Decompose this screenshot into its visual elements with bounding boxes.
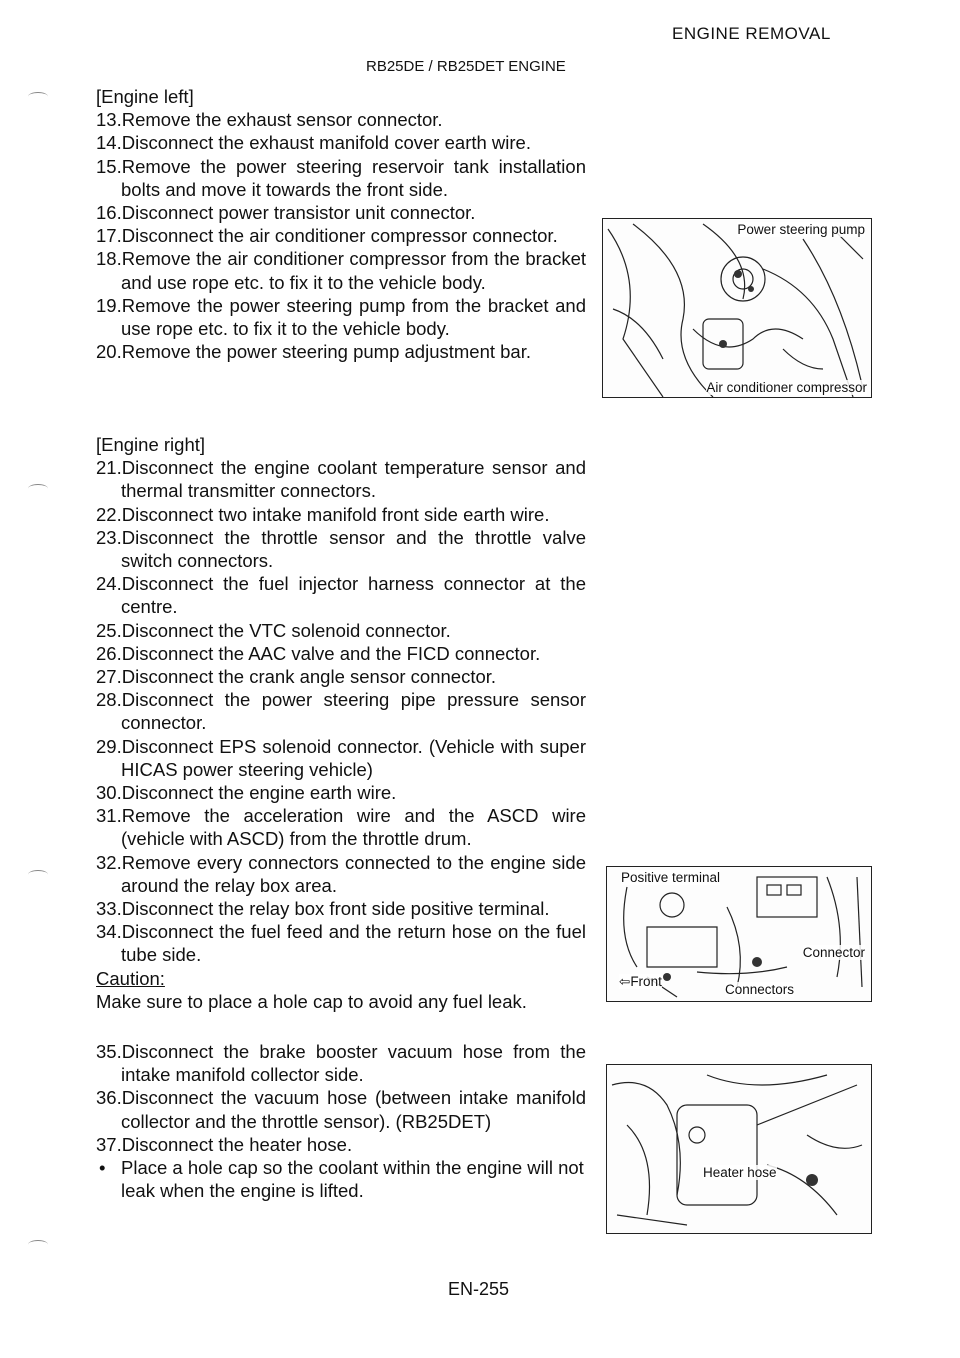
arrow-left-icon: ⇦ — [619, 974, 631, 989]
step-number: 37. — [96, 1133, 122, 1155]
label-power-steering-pump: Power steering pump — [737, 222, 865, 237]
step-number: 13. — [96, 109, 122, 131]
section-heading: [Engine left] — [96, 86, 194, 107]
step-number: 26. — [96, 642, 122, 664]
step-item — [96, 735, 586, 781]
step-text: Disconnect the crank angle sensor connector. — [121, 666, 497, 688]
step-number: 19. — [96, 294, 122, 316]
step-text: Disconnect the engine earth wire. — [121, 782, 397, 804]
caution-text: Make sure to place a hole cap to avoid any fuel leak. — [96, 990, 527, 1012]
step-text: Disconnect the engine coolant temperature sensor and thermal transmitter connectors. — [121, 457, 586, 502]
margin-mark — [28, 870, 48, 879]
step-number: 14. — [96, 132, 122, 154]
step-item — [96, 456, 586, 502]
step-item — [96, 526, 586, 572]
step-item — [96, 920, 586, 966]
step-text: Disconnect the VTC solenoid connector. — [121, 619, 451, 641]
engine-later-section — [96, 1040, 586, 1202]
step-text: Disconnect the vacuum hose (between intake manifold collector and the throttle sensor). (RB25DET) — [121, 1087, 586, 1132]
figure-relay-box — [606, 866, 872, 1002]
step-number: 36. — [96, 1087, 122, 1109]
step-list — [96, 108, 586, 363]
label-front-text: Front — [630, 974, 662, 989]
step-text: Remove the power steering pump from the bracket and use rope etc. to fix it to the vehicle body. — [121, 294, 586, 340]
step-text: Disconnect the fuel injector harness connector at the centre. — [121, 573, 586, 618]
step-text: Disconnect the heater hose. — [121, 1133, 353, 1155]
step-number: 21. — [96, 457, 122, 479]
engine-subtitle: RB25DE / RB25DET ENGINE — [366, 58, 566, 75]
label-air-conditioner-compressor: Air conditioner compressor — [706, 380, 867, 395]
step-item — [96, 1086, 586, 1132]
bullet-dot: • — [99, 1157, 106, 1179]
step-number: 22. — [96, 503, 122, 525]
step-text: Remove the acceleration wire and the ASCD wire (vehicle with ASCD) from the throttle drum. — [121, 805, 586, 850]
step-text: Disconnect the throttle sensor and the throttle valve switch connectors. — [121, 526, 586, 572]
step-number: 32. — [96, 851, 122, 873]
step-number: 27. — [96, 666, 122, 688]
step-item — [96, 572, 586, 618]
step-item — [96, 897, 586, 920]
step-item — [96, 247, 586, 293]
step-number: 35. — [96, 1041, 122, 1062]
step-text: Remove the exhaust sensor connector. — [121, 109, 443, 131]
step-item — [96, 131, 586, 154]
step-item — [96, 851, 586, 897]
step-list — [96, 456, 586, 966]
step-item — [96, 665, 586, 688]
step-item — [96, 619, 586, 642]
step-item — [96, 642, 586, 665]
step-number: 34. — [96, 921, 122, 943]
margin-mark — [28, 92, 48, 101]
margin-mark — [28, 1240, 48, 1249]
step-number: 29. — [96, 735, 122, 757]
bullet-note — [96, 1156, 586, 1202]
label-front — [619, 974, 662, 989]
step-text: Disconnect power transistor unit connector. — [121, 202, 476, 224]
step-text: Disconnect the air conditioner compressor connector. — [121, 225, 558, 247]
step-number: 23. — [96, 526, 122, 548]
step-text: Disconnect the relay box front side positive terminal. — [121, 898, 550, 920]
page-number: EN-255 — [448, 1279, 510, 1299]
figure-power-steering-pump — [602, 218, 872, 398]
step-item — [96, 224, 586, 247]
step-item — [96, 503, 586, 526]
step-number: 31. — [96, 805, 122, 827]
label-positive-terminal: Positive terminal — [621, 870, 721, 885]
step-text: Disconnect the AAC valve and the FICD connector. — [121, 642, 541, 664]
section-heading: [Engine right] — [96, 434, 206, 455]
step-number: 24. — [96, 573, 122, 595]
step-text: Disconnect the power steering pipe pressure sensor connector. — [121, 689, 586, 734]
engine-bay-illustration — [603, 219, 871, 397]
step-text: Remove the power steering reservoir tank installation bolts and move it towards the front side. — [121, 155, 586, 200]
step-item — [96, 688, 586, 734]
step-number: 33. — [96, 898, 122, 920]
step-number: 17. — [96, 225, 122, 247]
step-number: 16. — [96, 202, 122, 224]
caution-title: Caution: — [96, 967, 165, 989]
step-item — [96, 294, 586, 340]
step-item — [96, 108, 586, 131]
step-number: 30. — [96, 782, 122, 804]
step-text: Remove every connectors connected to the engine side around the relay box area. — [121, 851, 586, 896]
step-item — [96, 340, 586, 363]
label-connectors: Connectors — [725, 982, 795, 997]
step-item — [96, 804, 586, 850]
step-text: Disconnect the exhaust manifold cover earth wire. — [121, 132, 531, 154]
label-heater-hose: Heater hose — [703, 1165, 777, 1180]
step-item — [96, 155, 586, 201]
figure-heater-hose — [606, 1064, 872, 1234]
step-number: 20. — [96, 341, 122, 363]
label-connector: Connector — [802, 945, 865, 960]
step-item — [96, 201, 586, 224]
section-title: ENGINE REMOVAL — [672, 24, 831, 43]
step-text: Remove the power steering pump adjustment bar. — [121, 341, 531, 363]
step-item — [96, 1040, 586, 1086]
step-text: Disconnect two intake manifold front side earth wire. — [121, 503, 550, 525]
step-number: 25. — [96, 619, 122, 641]
engine-right-section — [96, 433, 586, 1013]
engine-left-section — [96, 85, 586, 363]
bullet-text: Place a hole cap so the coolant within the engine will not leak when the engine is lifted. — [121, 1157, 584, 1202]
step-number: 28. — [96, 689, 122, 711]
heater-hose-illustration — [607, 1065, 871, 1233]
step-text: Disconnect EPS solenoid connector. (Vehicle with super HICAS power steering vehicle) — [121, 735, 586, 780]
step-item — [96, 781, 586, 804]
step-text: Disconnect the brake booster vacuum hose from the intake manifold collector side. — [121, 1041, 586, 1086]
margin-mark — [28, 484, 48, 493]
step-text: Disconnect the fuel feed and the return hose on the fuel tube side. — [121, 921, 586, 966]
step-number: 15. — [96, 155, 122, 177]
step-item — [96, 1133, 586, 1156]
step-text: Remove the air conditioner compressor from the bracket and use rope etc. to fix it to the vehicle body. — [121, 248, 586, 293]
step-list — [96, 1040, 586, 1156]
step-number: 18. — [96, 248, 122, 270]
